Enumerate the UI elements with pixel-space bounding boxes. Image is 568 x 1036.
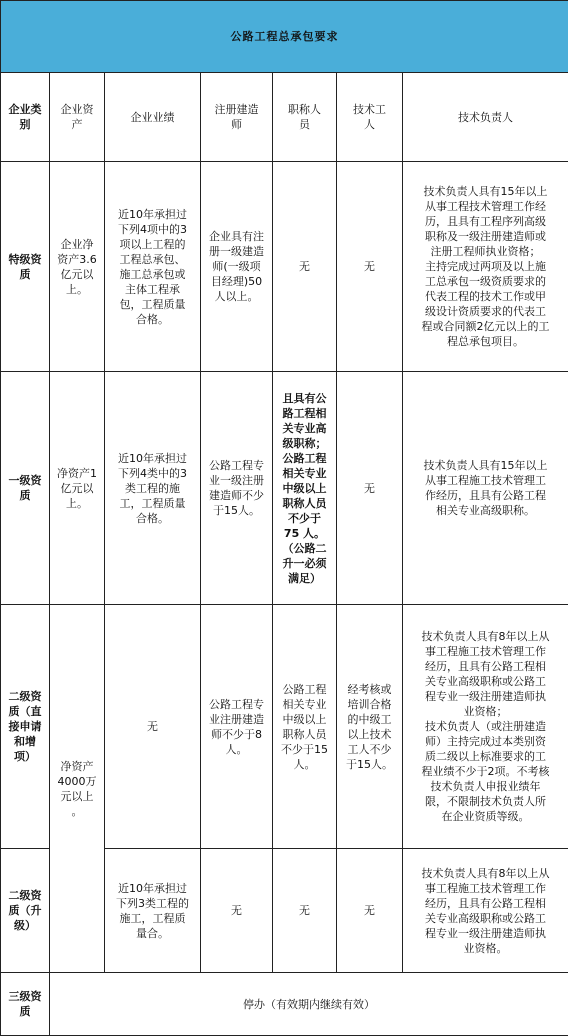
header-technical-workers: 技术工 人 [337,73,403,162]
category-third: 三级资 质 [1,973,50,1036]
assets-first: 净资产1 亿元以 上。 [50,372,105,605]
performance-first: 近10年承担过 下列4类中的3 类工程的施 工，工程质量 合格。 [105,372,201,605]
tech-lead-first: 技术负责人具有15年以上 从事工程施工技术管理工 作经历，且具有公路工程 相关专业高级职称。 [403,372,568,605]
titled-special: 无 [273,162,337,372]
row-second-direct [1,605,568,849]
builders-first: 公路工程专 业一级注册 建造师不少 于15人。 [201,372,273,605]
row-third-grade [1,973,568,1036]
workers-second-upgrade: 无 [337,849,403,973]
builders-special: 企业具有注 册一级建造 师(一级项 目经理)50 人以上。 [201,162,273,372]
performance-special: 近10年承担过 下列4项中的3 项以上工程的 工程总承包、 施工总承包或 主体工程承 包，工程质量 合格。 [105,162,201,372]
header-category: 企业类 别 [1,73,50,162]
titled-first-highlight: 且具有公 路工程相 关专业高 级职称； 公路工程 相关专业 中级以上 职称人员 不少于 75 人。 （公路二 升一必须 满足） [273,372,337,605]
workers-special: 无 [337,162,403,372]
page-title: 公路工程总承包要求 [1,1,568,73]
category-special: 特级资 质 [1,162,50,372]
titled-second-upgrade: 无 [273,849,337,973]
header-assets: 企业资 产 [50,73,105,162]
builders-second-direct: 公路工程专 业注册建造 师不少于8 人。 [201,605,273,849]
third-grade-note: 停办（有效期内继续有效） [50,973,568,1036]
titled-second-direct: 公路工程 相关专业 中级以上 职称人员 不少于15 人。 [273,605,337,849]
header-performance: 企业业绩 [105,73,201,162]
workers-second-direct: 经考核或 培训合格 的中级工 以上技术 工人不少 于15人。 [337,605,403,849]
row-special-grade [1,162,568,372]
performance-second-upgrade: 近10年承担过 下列3类工程的 施工，工程质 量合。 [105,849,201,973]
header-builders: 注册建造 师 [201,73,273,162]
header-tech-lead: 技术负责人 [403,73,568,162]
category-first: 一级资 质 [1,372,50,605]
category-second-direct: 二级资 质（直 接申请 和增 项） [1,605,50,849]
workers-first: 无 [337,372,403,605]
assets-special: 企业净 资产3.6 亿元以 上。 [50,162,105,372]
header-row [1,73,568,162]
tech-lead-special: 技术负责人具有15年以上 从事工程技术管理工作经 历，且具有工程序列高级 职称及一级注册建造师或 注册工程师执业资格； 主持完成过两项及以上施 工总承包一级资质要求的 代表工程的技术工作或甲 级设计资质要求的代表工 程或合同额2亿元以上的工 程总承包项目。 [403,162,568,372]
assets-second: 净资产 4000万 元以上 。 [50,605,105,973]
row-first-grade [1,372,568,605]
performance-second-direct: 无 [105,605,201,849]
category-second-upgrade: 二级资 质（升 级） [1,849,50,973]
header-titled-staff: 职称人 员 [273,73,337,162]
title-row [1,1,568,73]
tech-lead-second-upgrade: 技术负责人具有8年以上从 事工程施工技术管理工作 经历，且具有公路工程相 关专业高级职称或公路工 程专业一级注册建造师执 业资格。 [403,849,568,973]
builders-second-upgrade: 无 [201,849,273,973]
tech-lead-second-direct: 技术负责人具有8年以上从 事工程施工技术管理工作 经历，且具有公路工程相 关专业高级职称或公路工 程专业一级注册建造师执 业资格； 技术负责人（或注册建造 师）主持完成过本类别资 质二级以上标准要求的工 程业绩不少于2项。不考核 技术负责人申报业绩年 限，不限制技术负责人所 在企业资质等级。 [403,605,568,849]
